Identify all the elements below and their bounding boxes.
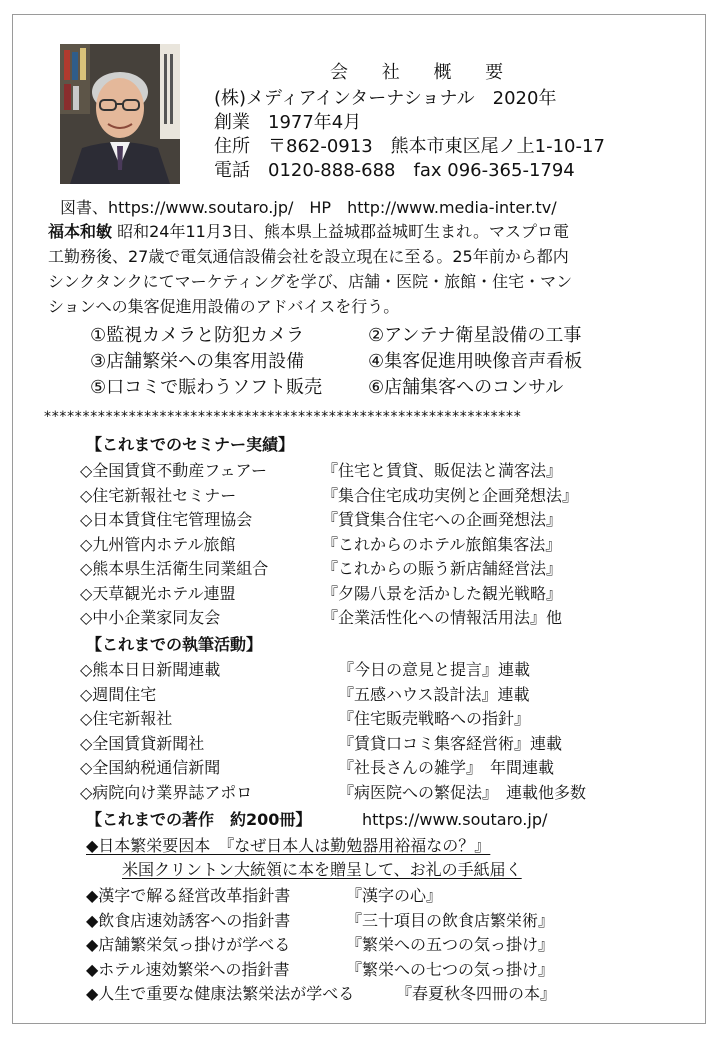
address-info: 住所 〒862-0913 熊本市東区尾ノ上1-10-17 — [214, 136, 605, 157]
seminar-title: 『これからの賑う新店舗経営法』 — [322, 559, 563, 578]
books-url[interactable]: https://www.soutaro.jp/ — [362, 810, 548, 829]
seminar-label: ◇住宅新報社セミナー — [80, 485, 237, 505]
book-desc: ◆人生で重要な健康法繁栄法が学べる — [86, 984, 355, 1003]
portrait-photo — [60, 44, 180, 184]
seminar-title: 『夕陽八景を活かした観光戦略』 — [322, 583, 563, 603]
writing-label: ◇熊本日日新聞連載 — [80, 660, 221, 679]
featured-book-note: 米国クリントン大統領に本を贈呈して、お礼の手紙届く — [122, 860, 522, 879]
links-line: 図書、https://www.soutaro.jp/ HP http://www.media-inter.tv/ — [60, 198, 557, 217]
service-item: ①監視カメラと防犯カメラ — [90, 325, 305, 346]
book-desc: ◆飲食店速効誘客への指針書 — [86, 910, 291, 930]
seminar-title: 『賃貸集合住宅への企画発想法』 — [322, 510, 563, 529]
seminar-label: ◇日本賃貸住宅管理協会 — [80, 510, 253, 529]
seminar-title: 『これからのホテル旅館集客法』 — [322, 534, 562, 554]
seminar-label: ◇全国賃貸不動産フェアー — [80, 461, 268, 480]
seminar-label: ◇天草観光ホテル連盟 — [80, 583, 236, 603]
portrait-illustration — [60, 44, 180, 184]
seminar-label: ◇九州管内ホテル旅館 — [80, 534, 236, 554]
featured-book-line: ◆日本繁栄要因本 『なぜ日本人は勤勉器用裕福なの？』 — [86, 836, 491, 855]
asterisk-divider: ************************************************************** — [44, 409, 522, 425]
book-title: 『三十項目の飲食店繁栄術』 — [346, 910, 555, 930]
founded-info: 創業 1977年4月 — [214, 112, 362, 133]
profile-line-1 — [48, 222, 569, 242]
writing-label: ◇住宅新報社 — [80, 709, 173, 728]
writing-title: 『社長さんの雑学』 年間連載 — [338, 758, 555, 777]
writing-title: 『病医院への繁促法』 連載他多数 — [338, 782, 587, 802]
service-item: ②アンテナ衛星設備の工事 — [368, 325, 582, 346]
service-item: ④集客促進用映像音声看板 — [368, 351, 583, 372]
writing-label: ◇病院向け業界誌アポロ — [80, 782, 253, 802]
profile-name: 福本和敏 — [48, 222, 113, 241]
writing-title: 『賃貸口コミ集客経営術』連載 — [338, 733, 563, 753]
seminar-title: 『集合住宅成功実例と企画発想法』 — [322, 485, 579, 505]
profile-line-3: シンクタンクにてマーケティングを学び、店舗・医院・旅館・住宅・マン — [48, 272, 573, 291]
seminar-title: 『住宅と賃貸、販促法と満客法』 — [322, 461, 563, 480]
book-title: 『漢字の心』 — [346, 886, 443, 905]
seminar-title: 『企業活性化への情報活用法』他 — [322, 608, 563, 627]
books-heading: 【これまでの著作 約200冊】 — [86, 810, 312, 829]
profile-line-2: 工勤務後、27歳で電気通信設備会社を設立現在に至る。25年前から都内 — [48, 247, 569, 266]
service-item: ③店舗繁栄への集客用設備 — [90, 351, 305, 372]
seminar-label: ◇中小企業家同友会 — [80, 608, 221, 627]
writing-title: 『今日の意見と提言』連載 — [338, 660, 531, 679]
book-title: 『春夏秋冬四冊の本』 — [396, 984, 557, 1003]
company-name: (株)メディアインターナショナル 2020年 — [214, 88, 557, 109]
book-title: 『繁栄への七つの気っ掛け』 — [346, 959, 555, 979]
service-item: ⑤口コミで賑わうソフト販売 — [90, 377, 323, 398]
seminar-label: ◇熊本県生活衛生同業組合 — [80, 559, 269, 578]
book-title: 『繁栄への五つの気っ掛け』 — [346, 935, 555, 954]
service-item: ⑥店舗集客へのコンサル — [368, 377, 564, 398]
seminars-heading: 【これまでのセミナー実績】 — [86, 435, 295, 454]
book-desc: ◆ホテル速効繁栄への指針書 — [86, 959, 290, 979]
writing-label: ◇全国納税通信新聞 — [80, 758, 221, 777]
profile-text-1: 昭和24年11月3日、熊本県上益城郡益城町生まれ。マスプロ電 — [117, 222, 569, 241]
phone-info: 電話 0120-888-688 fax 096-365-1794 — [214, 160, 575, 181]
company-profile-title: 会 社 概 要 — [330, 62, 518, 83]
book-desc: ◆店舗繁栄気っ掛けが学べる — [86, 935, 291, 954]
writing-label: ◇全国賃貸新聞社 — [80, 733, 205, 753]
writing-title: 『住宅販売戦略への指針』 — [338, 709, 531, 728]
book-desc: ◆漢字で解る経営改革指針書 — [86, 886, 291, 905]
writing-label: ◇週間住宅 — [80, 684, 157, 704]
writings-heading: 【これまでの執筆活動】 — [86, 635, 263, 654]
writing-title: 『五感ハウス設計法』連載 — [338, 684, 530, 704]
profile-line-4: ションへの集客促進用設備のアドバイスを行う。 — [48, 297, 400, 316]
